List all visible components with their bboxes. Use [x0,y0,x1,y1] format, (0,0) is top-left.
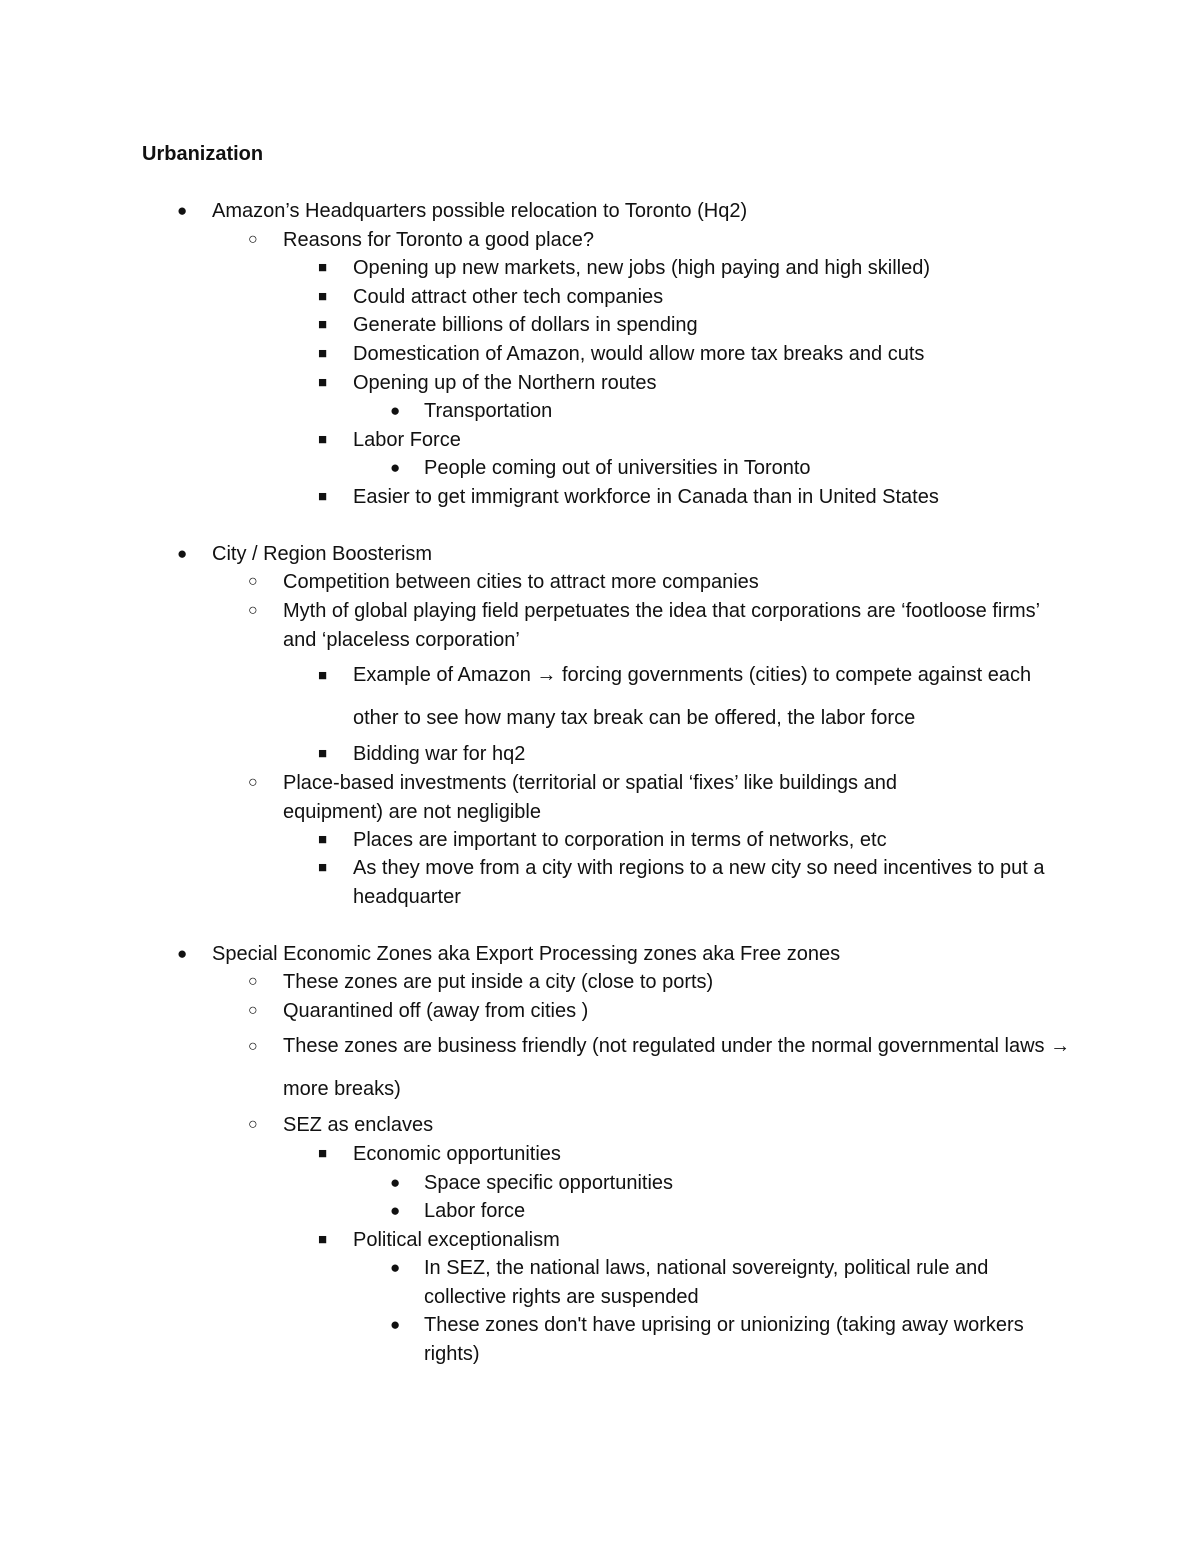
list-item [177,540,1072,569]
list-item-text: Myth of global playing field perpetuates the idea that corporations are ‘footloose firms’ and ‘placeless corporation’ [283,600,1040,651]
list-item-text: People coming out of universities in Toronto [424,457,811,479]
list-item-text: In SEZ, the national laws, national sovereignty, political rule and collective rights are suspended [424,1257,989,1308]
bullet-disc-icon: ● [390,401,401,420]
list-item [318,254,1073,283]
bullet-disc-icon: ● [177,544,188,563]
bullet-disc-icon: ● [177,944,188,963]
list-item [248,968,1073,997]
list-item [390,1311,1024,1368]
bullet-circle-icon: ○ [248,1038,258,1055]
list-item [390,1197,1074,1226]
list-item-text: SEZ as enclaves [283,1114,434,1136]
list-item [177,197,1072,226]
bullet-square-icon: ■ [318,745,328,762]
bullet-circle-icon: ○ [248,774,258,791]
bullet-square-icon: ■ [318,1145,328,1162]
list-item [390,454,1074,483]
bullet-disc-icon: ● [390,1258,401,1277]
list-item-text: Opening up of the Northern routes [353,372,657,394]
list-item [390,1169,1074,1198]
bullet-square-icon: ■ [318,259,328,276]
list-item-text: Bidding war for hq2 [353,743,526,765]
bullet-square-icon: ■ [318,831,328,848]
bullet-disc-icon: ● [177,201,188,220]
list-item [318,340,1073,369]
list-item [248,1025,1073,1111]
bullet-disc-icon: ● [390,458,401,477]
list-item [248,769,973,826]
bullet-circle-icon: ○ [248,231,258,248]
list-item [318,369,1073,398]
list-item [318,483,1073,512]
list-item-text: City / Region Boosterism [212,543,433,565]
bullet-circle-icon: ○ [248,1002,258,1019]
list-item-text: Place-based investments (territorial or spatial ‘fixes’ like buildings and equipment) are not negligible [283,772,897,823]
bullet-square-icon: ■ [318,859,328,876]
bullet-square-icon: ■ [318,374,328,391]
list-item-text: Amazon’s Headquarters possible relocation to Toronto (Hq2) [212,200,748,222]
document-title: Urbanization [142,143,264,165]
list-item [318,826,1073,855]
list-item [318,283,1073,312]
list-item [177,940,1072,969]
bullet-disc-icon: ● [390,1201,401,1220]
list-item [318,740,1073,769]
list-item-text: Opening up new markets, new jobs (high paying and high skilled) [353,257,931,279]
list-item [248,997,1073,1026]
list-item [318,654,1033,740]
list-item [248,597,1053,654]
list-item-text: Generate billions of dollars in spending [353,314,698,336]
bullet-circle-icon: ○ [248,602,258,619]
list-item-text: Competition between cities to attract more companies [283,571,759,593]
bullet-disc-icon: ● [390,1173,401,1192]
list-item [318,1140,1073,1169]
list-item-text: These zones are business friendly (not regulated under the normal governmental laws → more breaks) [283,1035,1071,1100]
list-item-text: Domestication of Amazon, would allow more tax breaks and cuts [353,343,925,365]
list-item-text: As they move from a city with regions to a new city so need incentives to put a headquarter [353,857,1045,908]
list-item-text: Special Economic Zones aka Export Processing zones aka Free zones [212,943,841,965]
bullet-square-icon: ■ [318,316,328,333]
list-item [318,311,1073,340]
bullet-square-icon: ■ [318,345,328,362]
list-item-text: Reasons for Toronto a good place? [283,229,594,251]
list-item [248,226,1073,255]
list-item-text: Transportation [424,400,553,422]
bullet-square-icon: ■ [318,431,328,448]
list-item-text: These zones don't have uprising or unionizing (taking away workers rights) [424,1314,1024,1365]
list-item-text: Labor Force [353,429,461,451]
bullet-square-icon: ■ [318,1231,328,1248]
bullet-circle-icon: ○ [248,1116,258,1133]
list-item [248,1111,1073,1140]
list-item [318,854,1058,911]
list-item-text: Example of Amazon → forcing governments (cities) to compete against each other to see how many tax break can be offered, the labor force [353,664,1032,729]
list-item [390,397,1074,426]
list-item [390,1254,1049,1311]
bullet-square-icon: ■ [318,288,328,305]
list-item-text: Political exceptionalism [353,1229,560,1251]
bullet-square-icon: ■ [318,667,328,684]
list-item [318,426,1073,455]
list-item-text: Easier to get immigrant workforce in Canada than in United States [353,486,939,508]
bullet-circle-icon: ○ [248,973,258,990]
list-item-text: Space specific opportunities [424,1172,674,1194]
list-item-text: These zones are put inside a city (close to ports) [283,971,714,993]
list-item-text: Quarantined off (away from cities ) [283,1000,589,1022]
bullet-circle-icon: ○ [248,573,258,590]
bullet-disc-icon: ● [390,1315,401,1334]
list-item-text: Labor force [424,1200,526,1222]
list-item-text: Places are important to corporation in terms of networks, etc [353,829,887,851]
list-item-text: Economic opportunities [353,1143,561,1165]
list-item-text: Could attract other tech companies [353,286,664,308]
list-item [248,568,1073,597]
list-item [318,1226,1073,1255]
bullet-square-icon: ■ [318,488,328,505]
